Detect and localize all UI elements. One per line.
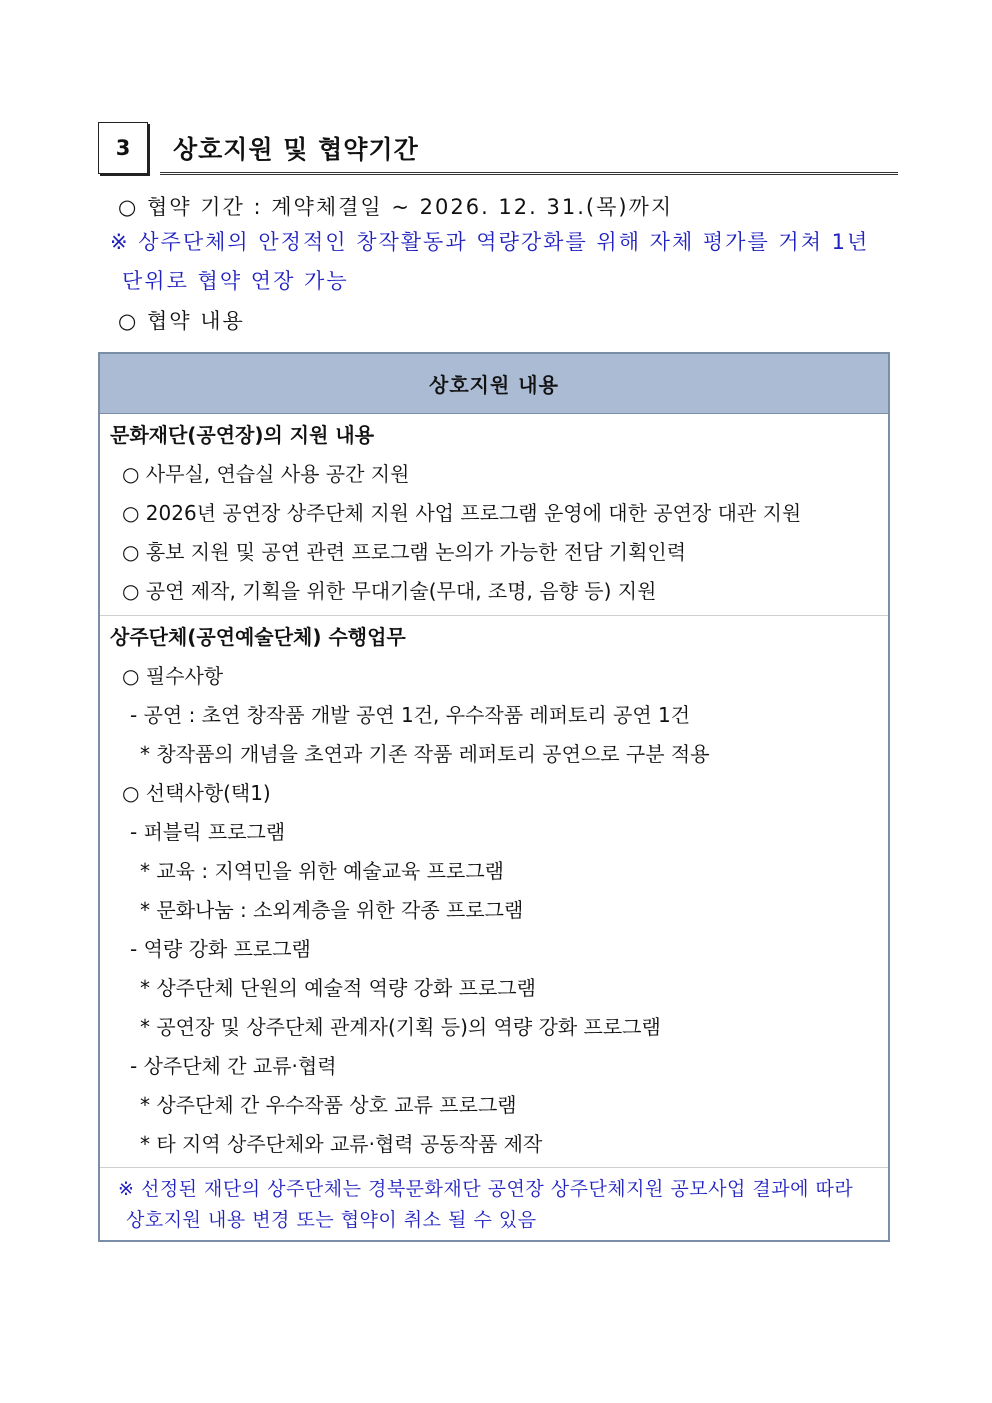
resident-line: * 교육 : 지역민을 위한 예술교육 프로그램 <box>140 859 505 883</box>
table-note-line2: 상호지원 내용 변경 또는 협약이 취소 될 수 있음 <box>126 1209 537 1231</box>
table-header: 상호지원 내용 <box>100 354 888 414</box>
agreement-period: ○ 협약 기간 : 계약체결일 ~ 2026. 12. 31.(목)까지 <box>118 195 674 219</box>
section-number: 3 <box>98 122 148 174</box>
resident-line: * 타 지역 상주단체와 교류·협력 공동작품 제작 <box>140 1132 543 1156</box>
row-divider <box>100 1167 888 1168</box>
section-title: 상호지원 및 협약기간 <box>173 135 419 164</box>
row-divider <box>100 615 888 616</box>
table-note-line1: ※ 선정된 재단의 상주단체는 경북문화재단 공연장 상주단체지원 공모사업 결과에 따라 <box>118 1178 854 1200</box>
resident-heading: 상주단체(공연예술단체) 수행업무 <box>110 625 406 649</box>
extension-note-line2: 단위로 협약 연장 가능 <box>122 269 349 293</box>
foundation-heading: 문화재단(공연장)의 지원 내용 <box>110 423 375 447</box>
resident-line: * 상주단체 단원의 예술적 역량 강화 프로그램 <box>140 976 536 1000</box>
resident-line: * 문화나눔 : 소외계층을 위한 각종 프로그램 <box>140 898 524 922</box>
resident-line: * 공연장 및 상주단체 관계자(기획 등)의 역량 강화 프로그램 <box>140 1015 661 1039</box>
resident-line: - 상주단체 간 교류·협력 <box>130 1054 337 1078</box>
foundation-item: ○ 공연 제작, 기획을 위한 무대기술(무대, 조명, 음향 등) 지원 <box>122 579 657 603</box>
agreement-contents-label: ○ 협약 내용 <box>118 309 245 333</box>
resident-line: - 퍼블릭 프로그램 <box>130 820 286 844</box>
resident-line: * 상주단체 간 우수작품 상호 교류 프로그램 <box>140 1093 517 1117</box>
extension-note-line1: ※ 상주단체의 안정적인 창작활동과 역량강화를 위해 자체 평가를 거쳐 1년 <box>110 230 870 254</box>
resident-line: * 창작품의 개념을 초연과 기존 작품 레퍼토리 공연으로 구분 적용 <box>140 742 710 766</box>
resident-line: ○ 선택사항(택1) <box>122 781 271 805</box>
foundation-item: ○ 2026년 공연장 상주단체 지원 사업 프로그램 운영에 대한 공연장 대관 지원 <box>122 501 802 525</box>
resident-line: ○ 필수사항 <box>122 664 224 688</box>
resident-line: - 공연 : 초연 창작품 개발 공연 1건, 우수작품 레퍼토리 공연 1건 <box>130 703 691 727</box>
title-rule <box>160 172 898 175</box>
foundation-item: ○ 사무실, 연습실 사용 공간 지원 <box>122 462 410 486</box>
mutual-support-table <box>98 352 890 1242</box>
foundation-item: ○ 홍보 지원 및 공연 관련 프로그램 논의가 가능한 전담 기획인력 <box>122 540 687 564</box>
resident-line: - 역량 강화 프로그램 <box>130 937 311 961</box>
